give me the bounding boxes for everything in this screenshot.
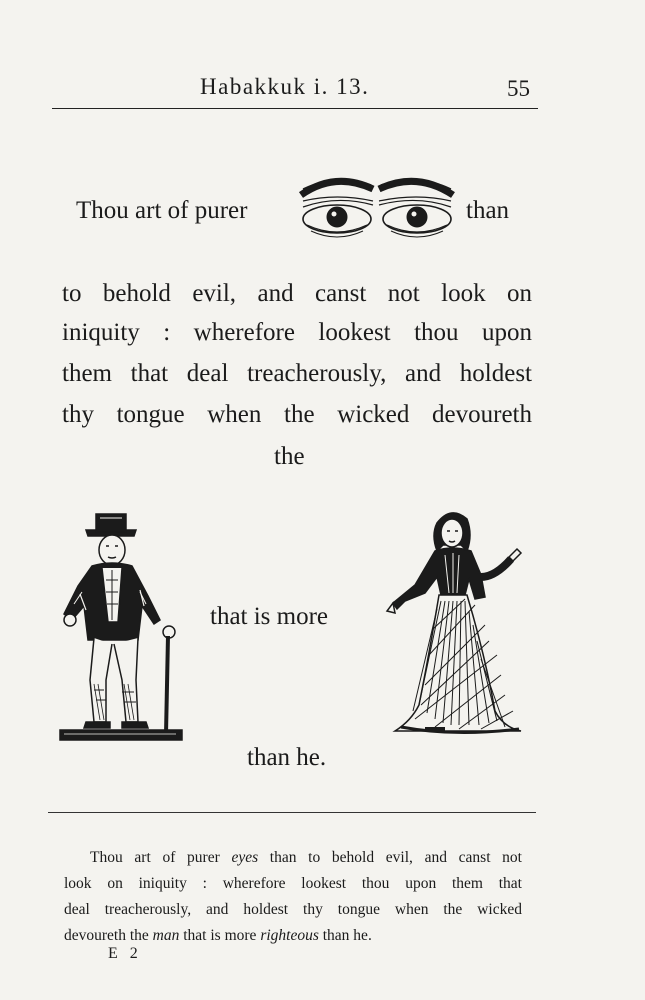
rebus-line-5: thy tongue when the wicked devoureth (62, 401, 532, 428)
fn-italic-word: man (152, 927, 180, 944)
rebus-line-2: to behold evil, and canst not look on (62, 280, 532, 307)
right-eye (379, 180, 453, 237)
left-eye (301, 180, 373, 237)
rebus-final-text: than he. (247, 744, 327, 771)
footnote-line-1 (64, 845, 522, 871)
woman-picture (385, 505, 535, 739)
rebus-line-1-after: than (466, 197, 510, 224)
fn-text: devoureth the (64, 927, 153, 944)
footnote-line-2: look on iniquity : wherefore lookest thou upon them that (64, 875, 522, 892)
fn-text: than to behold evil, and canst not (258, 849, 522, 866)
rebus-line-the: the (274, 443, 305, 470)
fn-text: Thou art of purer (90, 849, 232, 866)
man-picture (56, 510, 186, 742)
rebus-middle-text: that is more (210, 603, 329, 630)
fn-italic-word: eyes (231, 849, 259, 866)
fn-text: than he. (318, 927, 372, 944)
rebus-line-1-before: Thou art of purer (76, 197, 248, 224)
page-number: 55 (507, 76, 530, 101)
footnote-line-3: deal treacherously, and holdest thy tongue when the wicked (64, 901, 522, 918)
rebus-line-4: them that deal treacherously, and holdest (62, 360, 532, 387)
fn-italic-word: righteous (260, 927, 319, 944)
running-title: Habakkuk i. 13. (200, 74, 370, 99)
running-head (52, 68, 538, 109)
signature-mark: E 2 (108, 945, 142, 962)
eyes-picture (297, 173, 457, 241)
fn-text: that is more (179, 927, 261, 944)
divider-rule (48, 812, 536, 813)
rebus-line-3: iniquity : wherefore lookest thou upon (62, 319, 532, 346)
footnote-text (64, 845, 522, 949)
